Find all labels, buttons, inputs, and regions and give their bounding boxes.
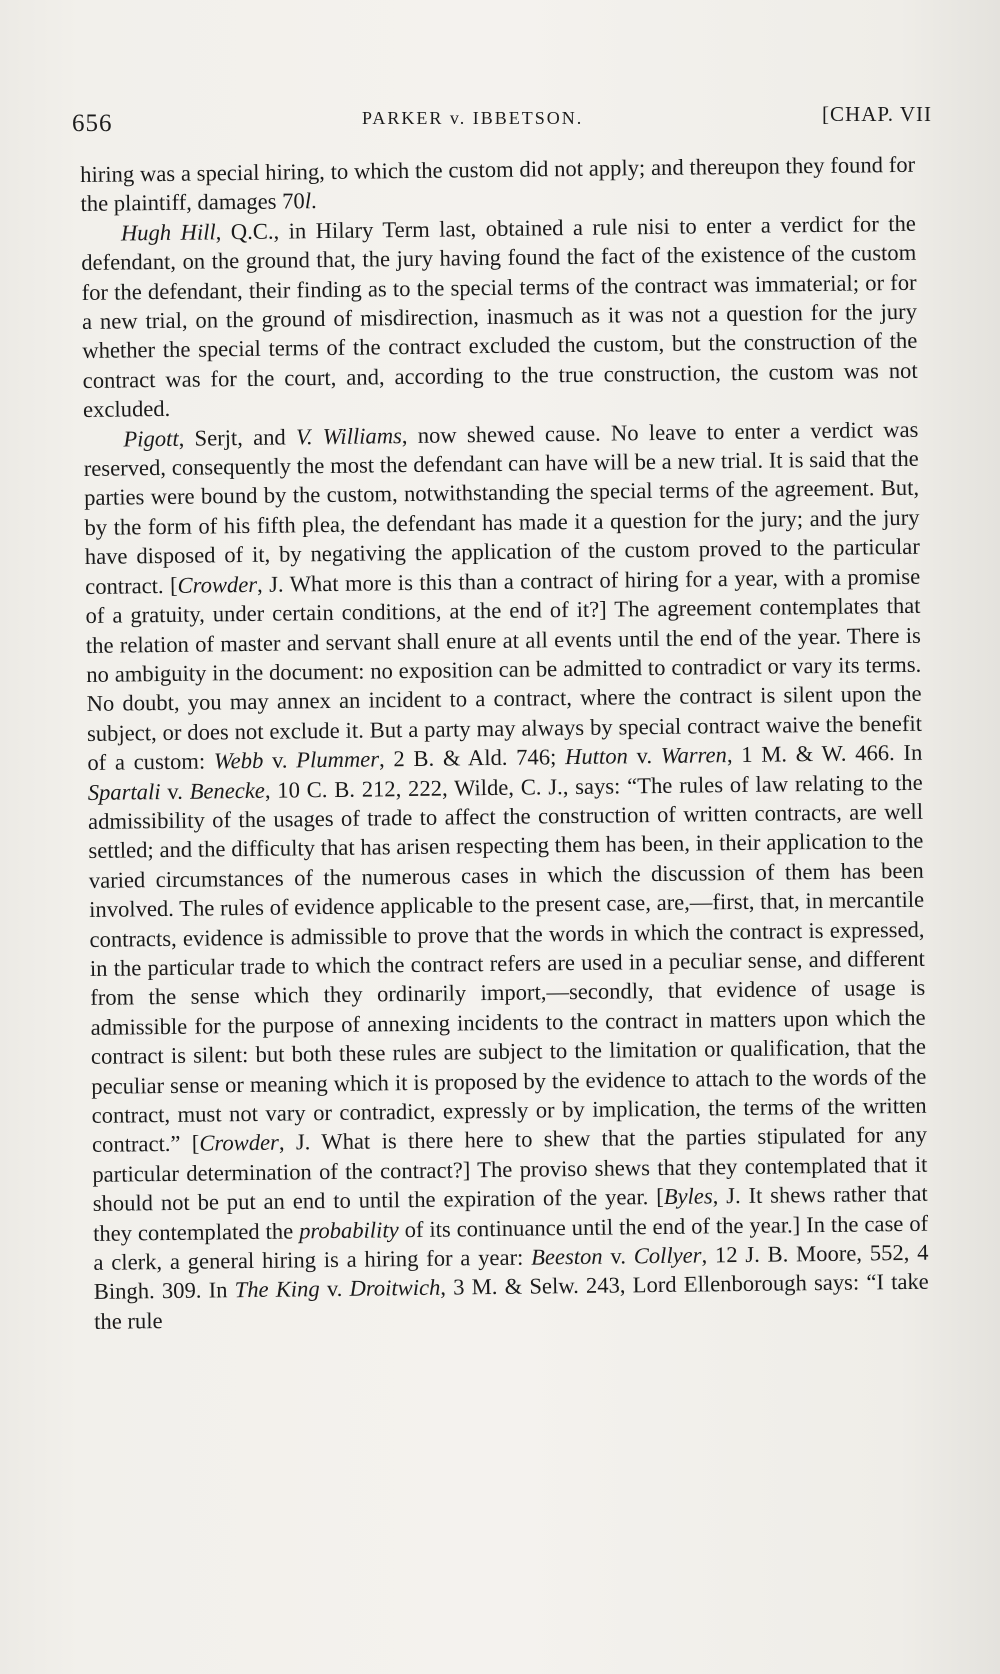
- text-run: , now shewed cause. No leave to enter a verdict was reserved, consequently the most the defendant can have will be a new trial. It is said that the parties were bound by the custom, notwithstanding the special terms of the agreement. But, by the form of his fifth plea, the defendant has made it a question for the jury; and the jury have disposed of it, by negativing the application of the custom proved to the particular contract. [: [83, 416, 920, 599]
- text-run: of its continuance until the end of the year.] In the case of a clerk, a general hiring is a hiring for a year:: [93, 1210, 929, 1275]
- text-run: v.: [160, 778, 190, 804]
- text-run: , Serjt, and: [178, 424, 297, 451]
- italic-text-run: Benecke: [189, 777, 266, 804]
- italic-text-run: Plummer: [296, 746, 380, 773]
- text-run: hiring was a special hiring, to which the custom did not apply; and thereupon they found for the plaintiff, damages 70: [80, 151, 916, 217]
- text-run: , 2 B. & Ald. 746;: [378, 744, 566, 772]
- running-title: PARKER v. IBBETSON.: [362, 108, 584, 128]
- italic-text-run: Crowder: [177, 571, 258, 598]
- text-run: v.: [627, 743, 661, 769]
- text-run: , 1 M. & W. 466. In: [726, 739, 923, 768]
- italic-text-run: Collyer: [633, 1242, 702, 1269]
- italic-text-run: The King: [234, 1276, 320, 1303]
- italic-text-run: Warren: [660, 742, 728, 769]
- text-run: v.: [602, 1243, 634, 1269]
- body-text: [80, 150, 929, 1336]
- italic-text-run: Pigott: [123, 425, 179, 452]
- italic-text-run: probability: [298, 1216, 399, 1244]
- italic-text-run: Crowder: [199, 1130, 280, 1157]
- italic-text-run: Spartali: [87, 778, 161, 805]
- italic-text-run: l: [304, 188, 312, 214]
- text-run: , Q.C., in Hilary Term last, obtained a rule nisi to enter a verdict for the defendant, on the ground that, the jury having found the fact of the existence of the custom for the defendant, their finding as to the special terms of the contract was immaterial; or for a new trial, on the ground of misdirection, inasmuch as it was not a question for the jury whether the special terms of the contract excluded the custom, but the construction of the contract was for the court, and, according to the true construction, the custom was not excluded.: [81, 210, 918, 423]
- text-run: , J. It shews rather that they contemplated the: [92, 1180, 928, 1246]
- italic-text-run: Hugh Hill: [120, 219, 216, 246]
- italic-text-run: Byles: [663, 1183, 713, 1210]
- page-number: 656: [72, 110, 113, 137]
- text-run: , J. What is there here to shew that the parties stipulated for any particular determination of the contract?] The proviso shews that they contemplated that it should not be put an end to until the expiration of the year. [: [92, 1122, 928, 1217]
- page-header: [72, 102, 932, 146]
- italic-text-run: Webb: [213, 747, 264, 774]
- paragraph: [81, 209, 918, 425]
- text-run: , J. What more is this than a contract of hiring for a year, with a promise of a gratuity, under certain conditions, at the end of it?] The agreement contemplates that the relation of master and servant shall enure at all events until the end of the year. There is no ambiguity in the document: no exposition can be admitted to contradict or vary its terms. No doubt, you may annex an incident to a contract, where the contract is silent upon the subject, or does not exclude it. But a party may always by special contract waive the benefit of a custom:: [85, 563, 923, 776]
- text-run: v.: [319, 1276, 350, 1302]
- paragraph: [80, 150, 916, 219]
- text-run: , 10 C. B. 212, 222, Wilde, C. J., says: “The rules of law relating to the admissibility of the usages of trade to affect the construction of written contracts, are well settled; and the difficulty that has arisen respecting them has been, in their application to the varied circumstances of the numerous cases in which the discussion of them has been involved. The rules of evidence applicable to the present case, are,—first, that, in mercantile contracts, evidence is admissible to prove that the words in which the contract is expressed, in the particular trade to which the contract refers are used in a peculiar sense, and different from the sense which they ordinarily import,—secondly, that evidence of usage is admissible for the purpose of annexing incidents to the contract in matters upon which the contract is silent: but both these rules are subject to the limitation or qualification, that the peculiar sense or meaning which it is proposed by the evidence to attach to the words of the contract, must not vary or contradict, expressly or by implication, the terms of the written contract.” [: [87, 769, 927, 1158]
- text-run: v.: [263, 747, 297, 773]
- italic-text-run: Beeston: [530, 1243, 603, 1270]
- chapter-label: [CHAP. VII: [822, 102, 932, 126]
- paragraph: [83, 414, 929, 1336]
- text-run: , 12 J. B. Moore, 552, 4 Bingh. 309. In: [93, 1239, 929, 1305]
- italic-text-run: Droitwich: [349, 1275, 441, 1302]
- italic-text-run: V. Williams: [295, 422, 402, 450]
- text-run: , 3 M. & Selw. 243, Lord Ellenborough says: “I take the rule: [94, 1269, 929, 1334]
- italic-text-run: Hutton: [564, 743, 628, 770]
- text-run: .: [310, 188, 317, 214]
